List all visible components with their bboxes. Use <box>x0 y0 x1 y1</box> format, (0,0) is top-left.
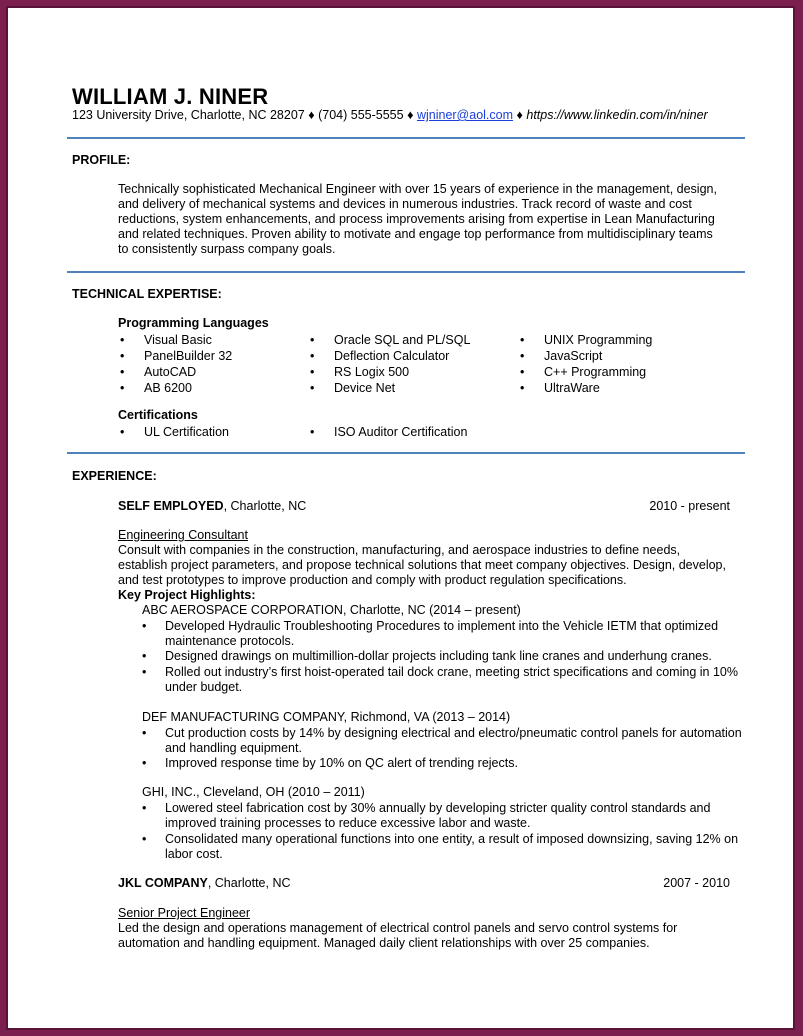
highlights-label: Key Project Highlights: <box>118 588 256 602</box>
project-client: DEF MANUFACTURING COMPANY, Richmond, VA (2013 – 2014) <box>142 710 511 724</box>
language-item: Oracle SQL and PL/SQL <box>334 333 471 347</box>
contact-line <box>72 108 708 122</box>
highlight-text: Designed drawings on multimillion-dollar projects including tank line cranes and underhung cranes. <box>165 649 712 663</box>
separator-diamond: ♦ <box>516 108 523 122</box>
company-location: , Charlotte, NC <box>207 876 291 890</box>
certifications-label: Certifications <box>118 408 198 422</box>
separator-diamond: ♦ <box>308 108 315 122</box>
bullet: • <box>120 381 125 395</box>
language-item: UNIX Programming <box>544 333 653 347</box>
bullet: • <box>310 365 315 379</box>
bullet: • <box>310 381 315 395</box>
address: 123 University Drive, Charlotte, NC 28207 <box>72 108 305 122</box>
highlight-text: Improved response time by 10% on QC alert of trending rejects. <box>165 756 518 770</box>
bullet: • <box>142 801 147 815</box>
experience-heading: EXPERIENCE: <box>72 469 157 483</box>
bullet: • <box>520 333 525 347</box>
section-divider <box>67 137 745 139</box>
bullet: • <box>142 726 147 740</box>
company-name: JKL COMPANY <box>118 876 208 890</box>
job-title: Engineering Consultant <box>118 528 248 542</box>
bullet: • <box>120 349 125 363</box>
bullet: • <box>310 425 315 439</box>
job-company-line <box>118 876 291 890</box>
list-item <box>142 619 742 649</box>
company-location: , Charlotte, NC <box>223 499 307 513</box>
linkedin-url[interactable]: https://www.linkedin.com/in/niner <box>526 108 708 122</box>
bullet: • <box>520 365 525 379</box>
bullet: • <box>310 333 315 347</box>
highlight-text: Rolled out industry’s first hoist-operated tail dock crane, meeting strict specifications and coming in 10% under budget. <box>165 665 738 694</box>
language-item: Visual Basic <box>144 333 212 347</box>
profile-heading: PROFILE: <box>72 153 131 167</box>
section-divider <box>67 452 745 454</box>
job-dates: 2010 - present <box>649 499 730 513</box>
language-item: Deflection Calculator <box>334 349 450 363</box>
candidate-name: WILLIAM J. NINER <box>72 84 269 109</box>
bullet: • <box>520 349 525 363</box>
bullet: • <box>142 665 147 679</box>
job-description: Led the design and operations management of electrical control panels and servo control systems for automation and handling equipment. Managed daily client relationships with over 25 companies. <box>118 921 678 950</box>
bullet: • <box>142 832 147 846</box>
languages-label: Programming Languages <box>118 316 269 330</box>
section-divider <box>67 271 745 273</box>
language-item: Device Net <box>334 381 396 395</box>
language-item: RS Logix 500 <box>334 365 410 379</box>
language-item: JavaScript <box>544 349 603 363</box>
bullet: • <box>120 365 125 379</box>
project-client: ABC AEROSPACE CORPORATION, Charlotte, NC (2014 – present) <box>142 603 521 617</box>
email-link[interactable]: wjniner@aol.com <box>416 108 514 122</box>
project-client: GHI, INC., Cleveland, OH (2010 – 2011) <box>142 785 365 799</box>
language-item: UltraWare <box>544 381 600 395</box>
bullet: • <box>120 425 125 439</box>
job-title: Senior Project Engineer <box>118 906 251 920</box>
list-item <box>142 649 742 664</box>
list-item <box>142 832 742 862</box>
list-item <box>142 756 742 771</box>
profile-text: Technically sophisticated Mechanical Engineer with over 15 years of experience in the management, design, and delivery of mechanical systems and devices in numerous industries. Track record of waste and cost reductions, system enhancements, and process improvements arising from expertise in Lean Manufacturing and related techniques. Proven ability to motivate and engage top performance from multidisciplinary teams to consistently surpass company goals. <box>118 182 717 256</box>
resume-page <box>6 6 795 1030</box>
bullet: • <box>520 381 525 395</box>
bullet: • <box>310 349 315 363</box>
bullet: • <box>142 649 147 663</box>
list-item <box>142 726 742 756</box>
bullet: • <box>142 756 147 770</box>
list-item <box>142 665 742 695</box>
language-item: C++ Programming <box>544 365 647 379</box>
highlight-text: Developed Hydraulic Troubleshooting Procedures to implement into the Vehicle IETM that optimized maintenance protocols. <box>165 619 719 648</box>
separator-diamond: ♦ <box>407 108 414 122</box>
highlight-text: Lowered steel fabrication cost by 30% annually by developing stricter quality control standards and improved training processes to reduce excessive labor and waste. <box>165 801 711 830</box>
language-item: AutoCAD <box>144 365 197 379</box>
bullet: • <box>120 333 125 347</box>
job-company-line <box>118 499 306 513</box>
certification-item: UL Certification <box>144 425 229 439</box>
job-dates: 2007 - 2010 <box>663 876 730 890</box>
certification-item: ISO Auditor Certification <box>334 425 468 439</box>
expertise-heading: TECHNICAL EXPERTISE: <box>72 287 222 301</box>
language-item: PanelBuilder 32 <box>144 349 233 363</box>
language-item: AB 6200 <box>144 381 192 395</box>
highlight-text: Consolidated many operational functions into one entity, a result of imposed downsizing, saving 12% on labor cost. <box>165 832 739 861</box>
phone: (704) 555-5555 <box>318 108 404 122</box>
company-name: SELF EMPLOYED <box>118 499 224 513</box>
bullet: • <box>142 619 147 633</box>
highlight-text: Cut production costs by 14% by designing electrical and electro/pneumatic control panels for automation and handling equipment. <box>165 726 742 755</box>
job-description: Consult with companies in the construction, manufacturing, and aerospace industries to define needs, establish project parameters, and propose technical solutions that meet company objectives. Design, develop, and test prototypes to improve production and comply with product regulation specifications. <box>118 543 726 587</box>
list-item <box>142 801 742 831</box>
